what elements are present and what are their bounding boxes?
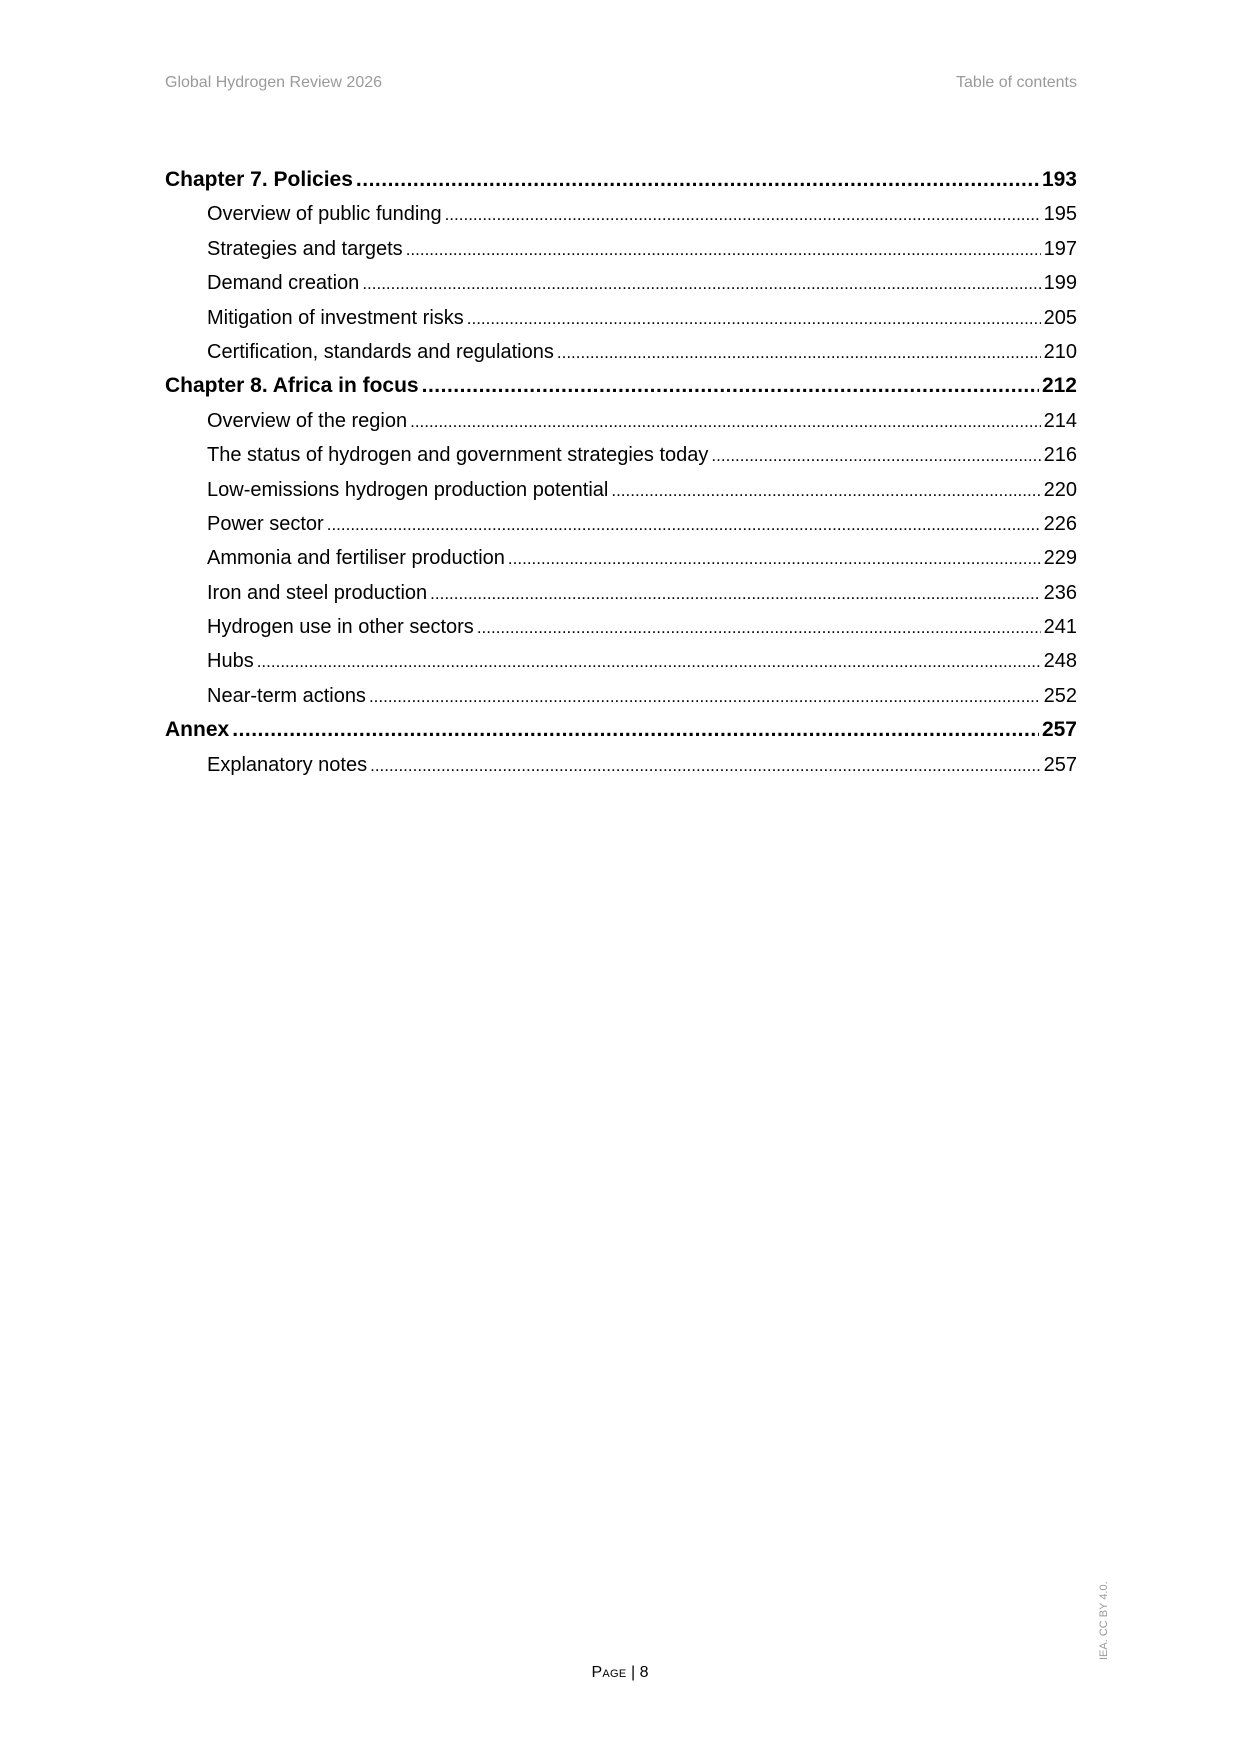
page-word: Page — [591, 1664, 627, 1681]
document-title: Global Hydrogen Review 2026 — [165, 74, 383, 91]
running-header — [165, 74, 1077, 92]
table-of-contents — [165, 163, 1077, 782]
dot-leader — [356, 163, 1039, 197]
license-notice: IEA. CC BY 4.0. — [1098, 1581, 1110, 1660]
toc-mitigation-investment-risks[interactable] — [165, 301, 1077, 335]
page-separator: | — [631, 1664, 636, 1681]
toc-entry-title: Mitigation of investment risks — [207, 306, 464, 329]
toc-ammonia-fertiliser[interactable] — [165, 541, 1077, 575]
toc-entry-page: 216 — [1043, 444, 1077, 467]
toc-iron-steel[interactable] — [165, 576, 1077, 610]
dot-leader — [430, 576, 1040, 610]
toc-overview-region[interactable] — [165, 404, 1077, 438]
dot-leader — [711, 438, 1040, 472]
toc-entry-page: 236 — [1043, 581, 1077, 604]
toc-entry-title: Strategies and targets — [207, 237, 403, 260]
toc-entry-title: The status of hydrogen and government strategies today — [207, 444, 709, 467]
toc-overview-public-funding[interactable] — [165, 197, 1077, 231]
dot-leader — [467, 301, 1041, 335]
dot-leader — [508, 541, 1041, 575]
toc-entry-page: 257 — [1043, 753, 1077, 776]
toc-entry-title: Demand creation — [207, 272, 360, 295]
toc-low-emissions-production[interactable] — [165, 473, 1077, 507]
toc-entry-title: Chapter 8. Africa in focus — [165, 374, 419, 398]
toc-entry-page: 199 — [1043, 272, 1077, 295]
dot-leader — [370, 748, 1041, 782]
toc-near-term-actions[interactable] — [165, 679, 1077, 713]
toc-entry-page: 241 — [1043, 616, 1077, 639]
toc-entry-page: 195 — [1043, 203, 1077, 226]
page-number: 8 — [639, 1664, 649, 1681]
toc-hydrogen-other-sectors[interactable] — [165, 610, 1077, 644]
toc-entry-page: 214 — [1043, 409, 1077, 432]
dot-leader — [257, 644, 1041, 678]
toc-entry-title: Low-emissions hydrogen production potential — [207, 478, 609, 501]
toc-entry-title: Explanatory notes — [207, 753, 368, 776]
toc-demand-creation[interactable] — [165, 266, 1077, 300]
dot-leader — [477, 610, 1041, 644]
toc-entry-title: Iron and steel production — [207, 581, 428, 604]
dot-leader — [406, 232, 1041, 266]
toc-entry-title: Power sector — [207, 512, 324, 535]
toc-entry-title: Near-term actions — [207, 684, 366, 707]
toc-entry-page: 248 — [1043, 650, 1077, 673]
dot-leader — [445, 197, 1041, 231]
dot-leader — [410, 404, 1041, 438]
section-title: Table of contents — [956, 74, 1077, 91]
toc-certification-standards[interactable] — [165, 335, 1077, 369]
toc-entry-title: Hydrogen use in other sectors — [207, 616, 474, 639]
toc-entry-page: 197 — [1043, 237, 1077, 260]
toc-power-sector[interactable] — [165, 507, 1077, 541]
toc-entry-page: 210 — [1043, 340, 1077, 363]
toc-entry-title: Overview of public funding — [207, 203, 442, 226]
toc-entry-page: 257 — [1041, 718, 1077, 742]
dot-leader — [557, 335, 1041, 369]
toc-entry-title: Annex — [165, 718, 230, 742]
toc-entry-title: Certification, standards and regulations — [207, 340, 554, 363]
toc-entry-page: 226 — [1043, 512, 1077, 535]
toc-entry-title: Ammonia and fertiliser production — [207, 547, 505, 570]
toc-entry-page: 205 — [1043, 306, 1077, 329]
dot-leader — [422, 369, 1039, 403]
toc-explanatory-notes[interactable] — [165, 748, 1077, 782]
toc-status-hydrogen-strategies[interactable] — [165, 438, 1077, 472]
dot-leader — [362, 266, 1040, 300]
toc-chapter-8[interactable] — [165, 369, 1077, 403]
dot-leader — [327, 507, 1041, 541]
page-footer — [0, 1664, 1240, 1682]
dot-leader — [611, 473, 1040, 507]
dot-leader — [369, 679, 1041, 713]
toc-entry-page: 212 — [1041, 374, 1077, 398]
toc-entry-page: 220 — [1043, 478, 1077, 501]
toc-entry-title: Chapter 7. Policies — [165, 168, 353, 191]
dot-leader — [232, 713, 1039, 747]
toc-strategies-targets[interactable] — [165, 232, 1077, 266]
toc-hubs[interactable] — [165, 644, 1077, 678]
toc-chapter-7[interactable] — [165, 163, 1077, 197]
toc-entry-page: 193 — [1041, 168, 1077, 191]
toc-entry-page: 252 — [1043, 684, 1077, 707]
toc-entry-title: Hubs — [207, 650, 254, 673]
toc-annex[interactable] — [165, 713, 1077, 747]
toc-entry-title: Overview of the region — [207, 409, 408, 432]
toc-entry-page: 229 — [1043, 547, 1077, 570]
